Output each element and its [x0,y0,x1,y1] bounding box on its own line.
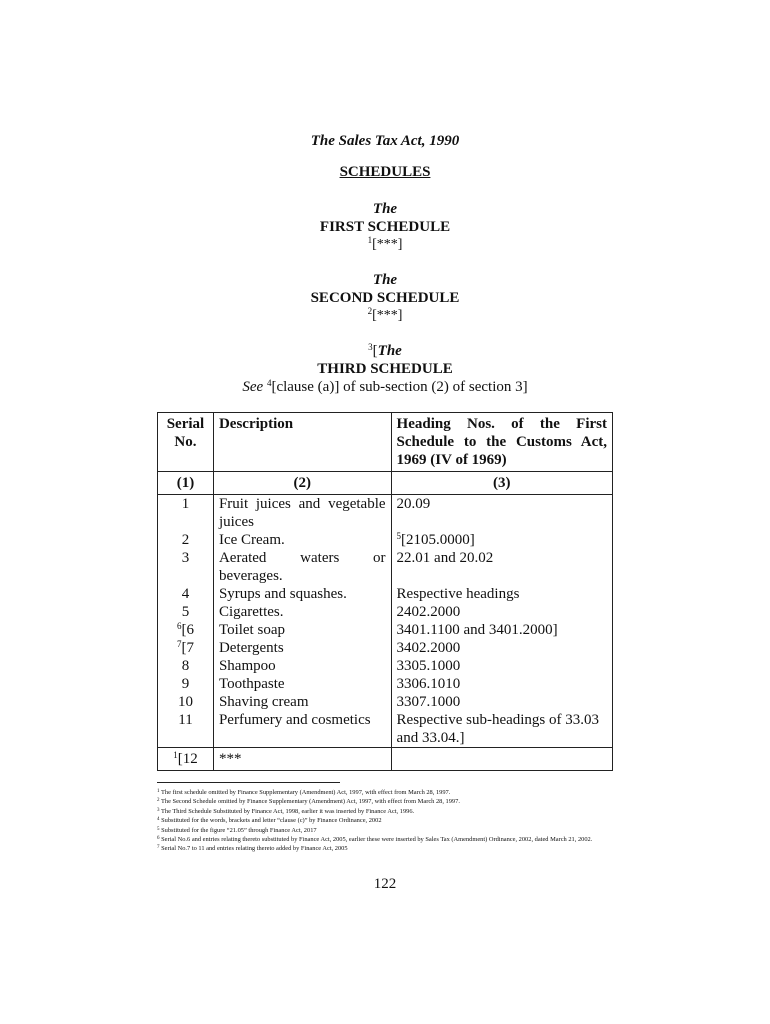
serial-number: 6 [186,622,194,638]
heading-cell [391,621,612,639]
footnote-ref: 2 [367,306,373,316]
footnote-text: The first schedule omitted by Finance Supplementary (Amendment) Act, 1997, with effect from March 28, 1997. [160,789,451,796]
description-cell: Detergents [213,639,391,657]
omitted-text: [***] [372,308,403,323]
page-number: 122 [373,876,397,892]
footnote-text: Serial No.6 and entries relating thereto substituted by Finance Act, 2005, earlier these were inserted by Sales Tax (Amendment) Ordinance, 2002, dated March 21, 2002. [161,836,593,844]
table-row [158,585,613,603]
footnote-number: 5 [157,826,160,832]
heading-cell [391,675,612,693]
heading-cell [391,639,612,657]
first-schedule-name: FIRST SCHEDULE [319,219,451,235]
description-cell: Syrups and squashes. [213,585,391,603]
footnote-ref: 1 [173,750,178,760]
footnote-text: Substituted for the words, brackets and letter “clause (c)” by Finance Ordinance, 2002 [161,817,382,825]
second-schedule-omitted [0,307,770,325]
heading-number: 22.01 and 20.02 [396,550,494,566]
first-schedule-the: The [372,201,398,217]
description-cell: *** [213,748,391,771]
serial-number: 12 [182,751,198,767]
heading-number: Respective headings [396,586,520,602]
serial-cell [158,621,214,639]
footnote-item [157,835,617,844]
serial-cell [158,711,214,748]
description-cell: Toothpaste [213,675,391,693]
table-row [158,711,613,748]
omitted-text: [***] [372,237,403,252]
footnote-ref: 3 [368,342,373,352]
third-schedule-name: THIRD SCHEDULE [317,361,453,377]
footnote-item [157,826,617,835]
serial-cell [158,495,214,532]
serial-number: 5 [181,604,190,620]
third-schedule-block [0,342,770,396]
serial-cell [158,748,214,771]
col-number-3: (3) [391,472,612,495]
table-row-last [158,748,613,771]
footnote-number: 2 [157,798,160,804]
second-schedule-block [0,271,770,325]
description-cell: Perfumery and cosmetics [213,711,391,748]
heading-number: 3402.2000 [396,640,461,656]
serial-cell [158,549,214,585]
first-schedule-omitted [0,236,770,254]
serial-cell [158,639,214,657]
serial-cell [158,675,214,693]
col-number-1: (1) [158,472,214,495]
footnote-rule [157,782,340,783]
table-row [158,603,613,621]
heading-number: 3401.1100 and 3401.2000] [396,622,558,638]
description-cell: Toilet soap [213,621,391,639]
table-row [158,531,613,549]
heading-cell [391,693,612,711]
table-row [158,639,613,657]
see-reference: [clause (a)] of sub-section (2) of section 3] [271,379,528,395]
heading-cell [391,549,612,585]
serial-number: 9 [181,676,190,692]
footnote-item [157,797,617,806]
description-cell: Ice Cream. [213,531,391,549]
heading-number: 20.09 [396,496,431,512]
table-row [158,495,613,532]
footnote-item [157,844,617,853]
heading-cell [391,531,612,549]
footnote-ref: 5 [396,531,402,541]
serial-number: 10 [177,694,193,710]
heading-number: 3306.1010 [396,676,461,692]
footnote-text: Substituted for the figure “21.05” through Finance Act, 2017 [161,826,317,834]
table-row [158,621,613,639]
heading-cell [391,585,612,603]
table-row [158,675,613,693]
heading-cell [391,657,612,675]
heading-number: 2402.2000 [396,604,461,620]
heading-number: Respective sub-headings of 33.03 and 33.04.] [396,712,600,746]
footnote-number: 7 [157,845,160,851]
footnote-item [157,807,617,816]
footnote-number: 3 [157,807,160,813]
heading-cell [391,711,612,748]
second-schedule-the: The [372,272,398,288]
table-body [158,495,613,748]
footnote-ref: 6 [176,621,182,631]
footnote-ref: 1 [367,235,373,245]
serial-number: 2 [181,532,190,548]
serial-number: 11 [178,712,193,728]
serial-prefix: [ [181,640,187,656]
second-schedule-name: SECOND SCHEDULE [310,290,460,306]
footnote-number: 1 [157,789,160,794]
footnote-number: 6 [157,836,160,842]
footnote-text: Serial No.7 to 11 and entries relating thereto added by Finance Act, 2005 [161,845,348,853]
description-cell: Shaving cream [213,693,391,711]
footnote-text: The Third Schedule Substituted by Finance Act, 1998, earlier it was inserted by Finance Act, 1996. [160,807,415,815]
serial-number: 8 [181,658,190,674]
footnote-item [157,816,617,825]
table-column-numbers-row [158,472,613,495]
heading-cell [391,748,612,771]
footnote-number: 4 [157,817,160,823]
table-header-row [158,413,613,472]
footnote-ref: 7 [176,639,182,649]
serial-cell [158,531,214,549]
serial-cell [158,603,214,621]
serial-cell [158,657,214,675]
heading-number: 3307.1000 [396,694,461,710]
description-cell: Fruit juices and vegetable juices [213,495,391,532]
header-heading-nos: Heading Nos. of the First Schedule to the Customs Act, 1969 (IV of 1969) [391,413,612,472]
serial-prefix: [ [177,751,183,767]
footnote-text: The Second Schedule omitted by Finance Supplementary (Amendment) Act, 1997, with effect from March 28, 1997. [160,798,460,806]
third-schedule-the: The [377,343,402,359]
serial-number: 7 [186,640,194,656]
footnote-item [157,788,617,797]
third-schedule-table [157,412,613,771]
col-number-2: (2) [213,472,391,495]
description-cell: Shampoo [213,657,391,675]
description-cell: Cigarettes. [213,603,391,621]
third-schedule-see-line [0,378,770,396]
heading-number: [2105.0000] [401,532,475,548]
footnote-ref: 4 [266,378,272,388]
opening-bracket: [ [372,343,378,359]
header-serial: Serial No. [158,413,214,472]
see-word: See [242,379,264,395]
serial-number: 4 [181,586,190,602]
schedules-heading: SCHEDULES [339,164,431,180]
heading-number: 3305.1000 [396,658,461,674]
heading-cell [391,603,612,621]
serial-number: 1 [181,496,190,512]
serial-prefix: [ [181,622,187,638]
serial-cell [158,585,214,603]
header-description: Description [213,413,391,472]
serial-cell [158,693,214,711]
table-row [158,657,613,675]
serial-number: 3 [181,550,190,566]
third-schedule-the-line [0,342,770,360]
heading-cell [391,495,612,532]
footnotes [157,788,617,854]
first-schedule-block [0,200,770,254]
table-row [158,549,613,585]
table-row [158,693,613,711]
act-title: The Sales Tax Act, 1990 [310,133,460,149]
description-cell: Aerated waters or beverages. [213,549,391,585]
